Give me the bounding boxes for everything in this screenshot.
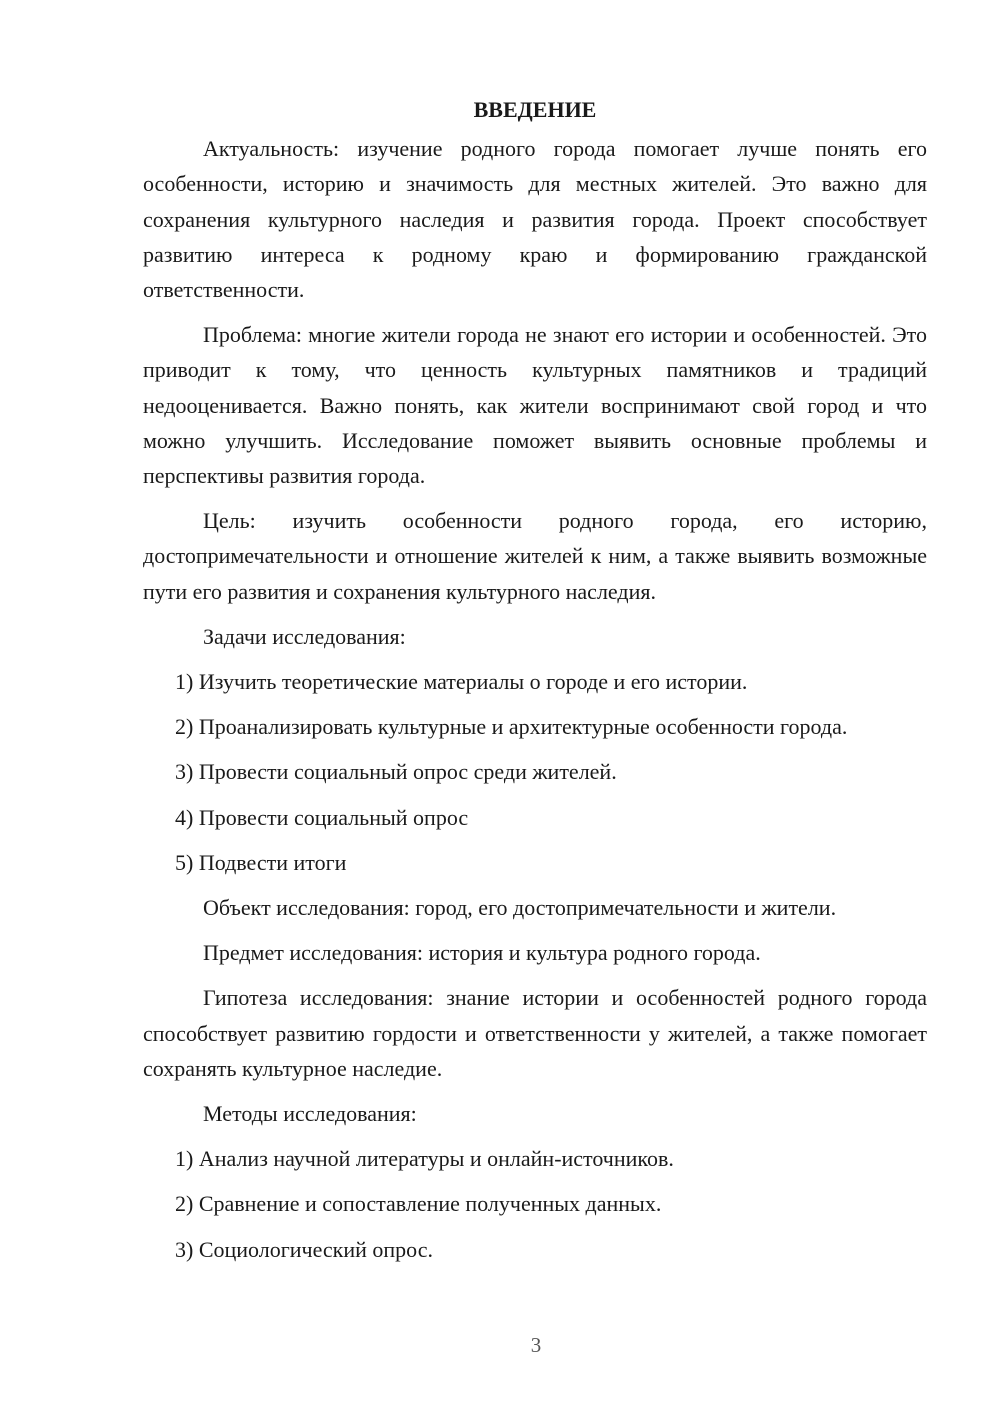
page-title: ВВЕДЕНИЕ xyxy=(473,97,597,122)
hypothesis-paragraph: Гипотеза исследования: знание истории и особенностей родного города способствует развитию гордости и ответственности у жителей, а также помогает сохранять культурное наследие. xyxy=(143,985,927,1081)
methods-heading: Методы исследования: xyxy=(203,1101,417,1127)
relevance-paragraph: Актуальность: изучение родного города помогает лучше понять его особенности, историю и значимость для местных жителей. Это важно для сохранения культурного наследия и развития города. Проект способствует развитию интереса к родному краю и формированию гражданской ответственности. xyxy=(143,136,927,303)
method-item: 2) Сравнение и сопоставление полученных данных. xyxy=(175,1191,662,1217)
document-page xyxy=(143,92,927,1277)
subject-paragraph: Предмет исследования: история и культура родного города. xyxy=(203,940,761,966)
task-item: 2) Проанализировать культурные и архитектурные особенности города. xyxy=(175,714,848,740)
method-item: 1) Анализ научной литературы и онлайн-источников. xyxy=(175,1146,674,1172)
method-item: 3) Социологический опрос. xyxy=(175,1236,433,1262)
task-item: 5) Подвести итоги xyxy=(175,849,347,875)
object-paragraph: Объект исследования: город, его достопримечательности и жители. xyxy=(203,895,837,921)
task-item: 3) Провести социальный опрос среди жителей. xyxy=(175,759,617,785)
problem-paragraph: Проблема: многие жители города не знают его истории и особенностей. Это приводит к тому, что ценность культурных памятников и традиций недооценивается. Важно понять, как жители воспринимают свой город и что можно улучшить. Исследование поможет выявить основные проблемы и перспективы развития города. xyxy=(143,322,927,489)
page-number: 3 xyxy=(530,1333,542,1357)
task-item: 1) Изучить теоретические материалы о городе и его истории. xyxy=(175,669,748,695)
tasks-heading: Задачи исследования: xyxy=(203,623,406,649)
task-item: 4) Провести социальный опрос xyxy=(175,804,469,830)
goal-paragraph: Цель: изучить особенности родного города, его историю, достопримечательности и отношение жителей к ним, а также выявить возможные пути его развития и сохранения культурного наследия. xyxy=(143,508,927,604)
